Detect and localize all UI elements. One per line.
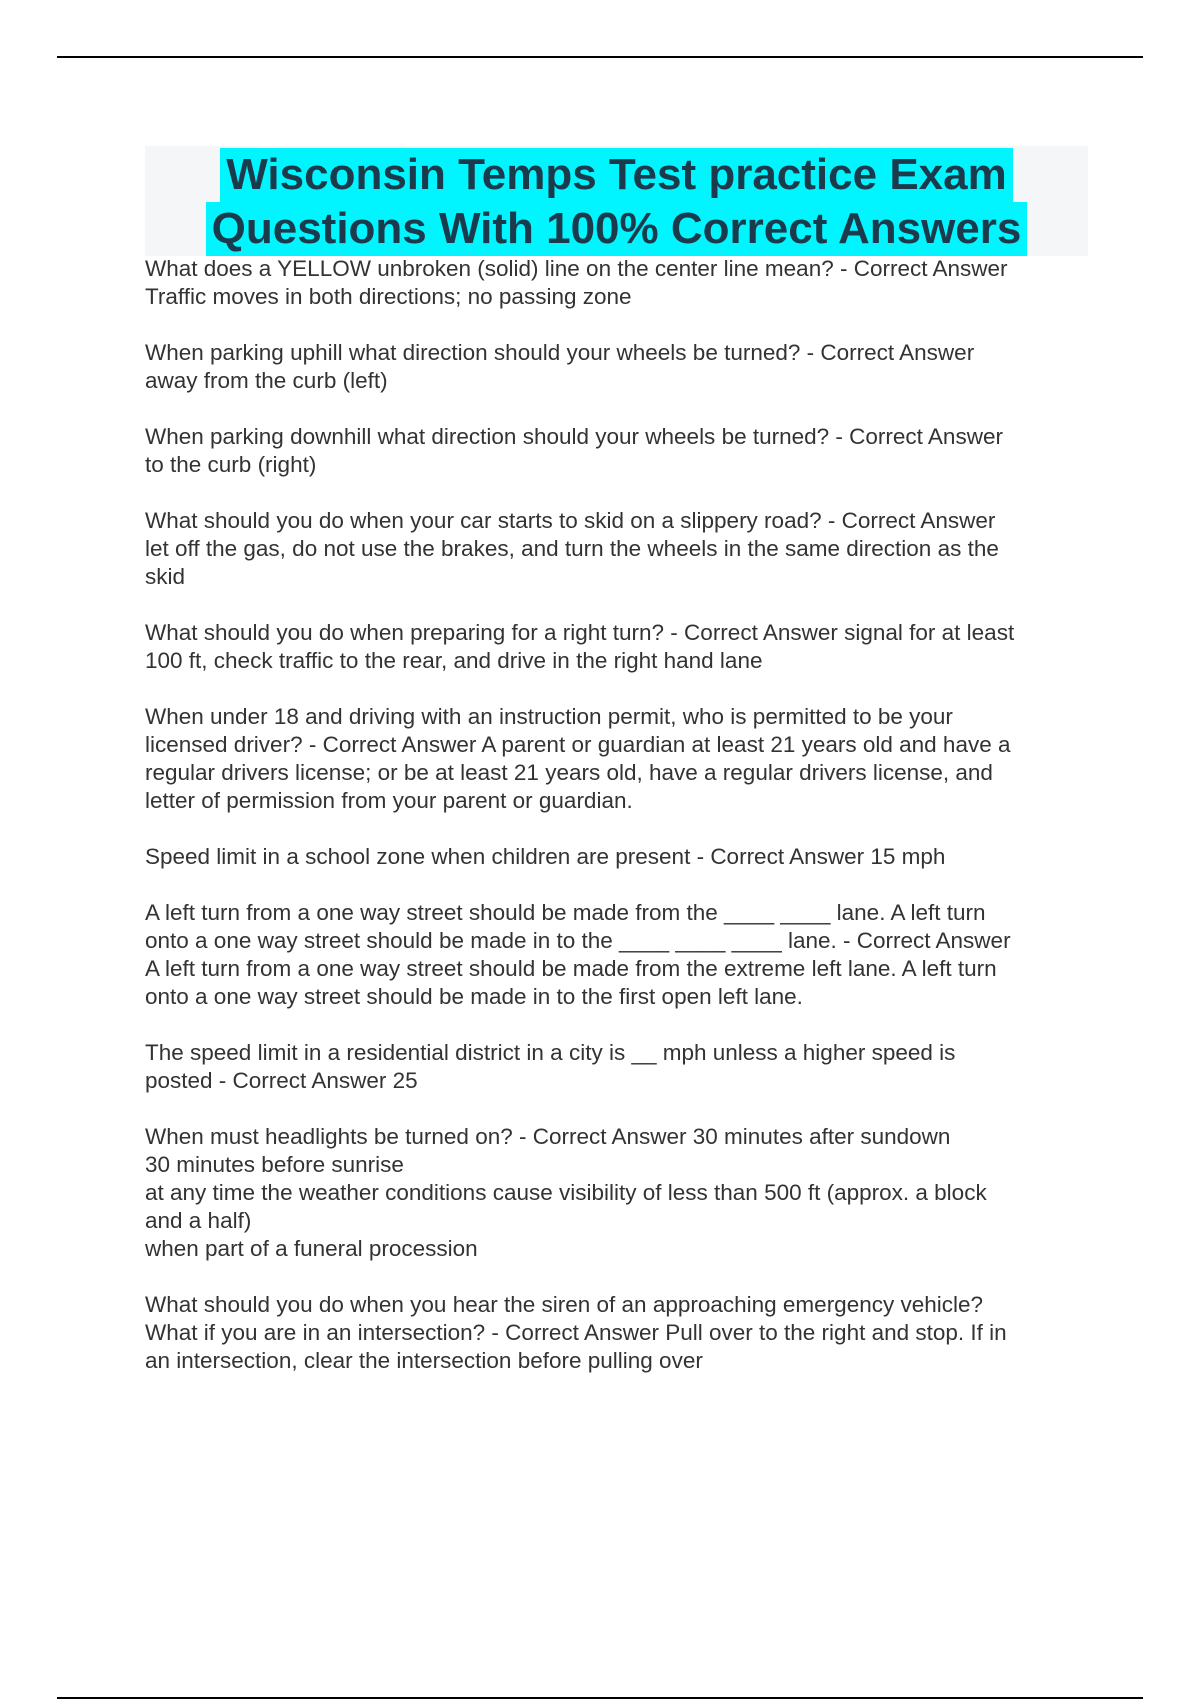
qa-text-line: What does a YELLOW unbroken (solid) line on the center line mean? - Correct Answer: [145, 256, 1008, 281]
qa-item: [145, 843, 1095, 871]
top-rule: [57, 56, 1143, 58]
qa-text-line: What should you do when you hear the siren of an approaching emergency vehicle?: [145, 1292, 984, 1317]
qa-text-line: When parking uphill what direction should your wheels be turned? - Correct Answer: [145, 340, 975, 365]
qa-text-line: to the curb (right): [145, 452, 317, 477]
qa-text-line: and a half): [145, 1208, 252, 1233]
qa-text-line: letter of permission from your parent or guardian.: [145, 788, 633, 813]
qa-text-line: let off the gas, do not use the brakes, and turn the wheels in the same direction as the: [145, 536, 999, 561]
qa-text-line: licensed driver? - Correct Answer A parent or guardian at least 21 years old and have a: [145, 732, 1011, 757]
qa-item: [145, 339, 1095, 395]
qa-text-line: Speed limit in a school zone when children are present - Correct Answer 15 mph: [145, 844, 946, 869]
document-title: [145, 146, 1088, 256]
qa-text-line: A left turn from a one way street should be made from the extreme left lane. A left turn: [145, 956, 997, 981]
qa-item: [145, 703, 1095, 815]
question-answer-list: [145, 255, 1095, 1403]
qa-text-line: away from the curb (left): [145, 368, 388, 393]
qa-text-line: an intersection, clear the intersection before pulling over: [145, 1348, 703, 1373]
qa-text-line: A left turn from a one way street should be made from the ____ ____ lane. A left turn: [145, 900, 986, 925]
qa-text-line: 30 minutes before sunrise: [145, 1152, 404, 1177]
qa-text-line: onto a one way street should be made in to the ____ ____ ____ lane. - Correct Answer: [145, 928, 1011, 953]
qa-text-line: regular drivers license; or be at least 21 years old, have a regular drivers license, and: [145, 760, 993, 785]
qa-text-line: The speed limit in a residential district in a city is __ mph unless a higher speed is: [145, 1040, 956, 1065]
qa-text-line: When under 18 and driving with an instruction permit, who is permitted to be your: [145, 704, 953, 729]
qa-text-line: posted - Correct Answer 25: [145, 1068, 418, 1093]
qa-item: [145, 423, 1095, 479]
title-line-2: Questions With 100% Correct Answers: [206, 202, 1028, 256]
qa-item: [145, 1039, 1095, 1095]
qa-text-line: at any time the weather conditions cause visibility of less than 500 ft (approx. a block: [145, 1180, 987, 1205]
qa-item: [145, 507, 1095, 591]
qa-item: [145, 1291, 1095, 1375]
qa-text-line: Traffic moves in both directions; no passing zone: [145, 284, 632, 309]
qa-text-line: when part of a funeral procession: [145, 1236, 478, 1261]
qa-item: [145, 619, 1095, 675]
qa-text-line: 100 ft, check traffic to the rear, and drive in the right hand lane: [145, 648, 763, 673]
qa-text-line: What should you do when your car starts to skid on a slippery road? - Correct Answer: [145, 508, 996, 533]
qa-item: [145, 255, 1095, 311]
qa-text-line: What should you do when preparing for a right turn? - Correct Answer signal for at least: [145, 620, 1015, 645]
qa-text-line: What if you are in an intersection? - Correct Answer Pull over to the right and stop. If in: [145, 1320, 1007, 1345]
bottom-rule: [57, 1697, 1143, 1699]
qa-text-line: onto a one way street should be made in to the first open left lane.: [145, 984, 803, 1009]
qa-item: [145, 899, 1095, 1011]
qa-item: [145, 1123, 1095, 1263]
qa-text-line: skid: [145, 564, 186, 589]
title-line-1: Wisconsin Temps Test practice Exam: [220, 148, 1012, 202]
qa-text-line: When must headlights be turned on? - Correct Answer 30 minutes after sundown: [145, 1124, 951, 1149]
qa-text-line: When parking downhill what direction should your wheels be turned? - Correct Answer: [145, 424, 1003, 449]
